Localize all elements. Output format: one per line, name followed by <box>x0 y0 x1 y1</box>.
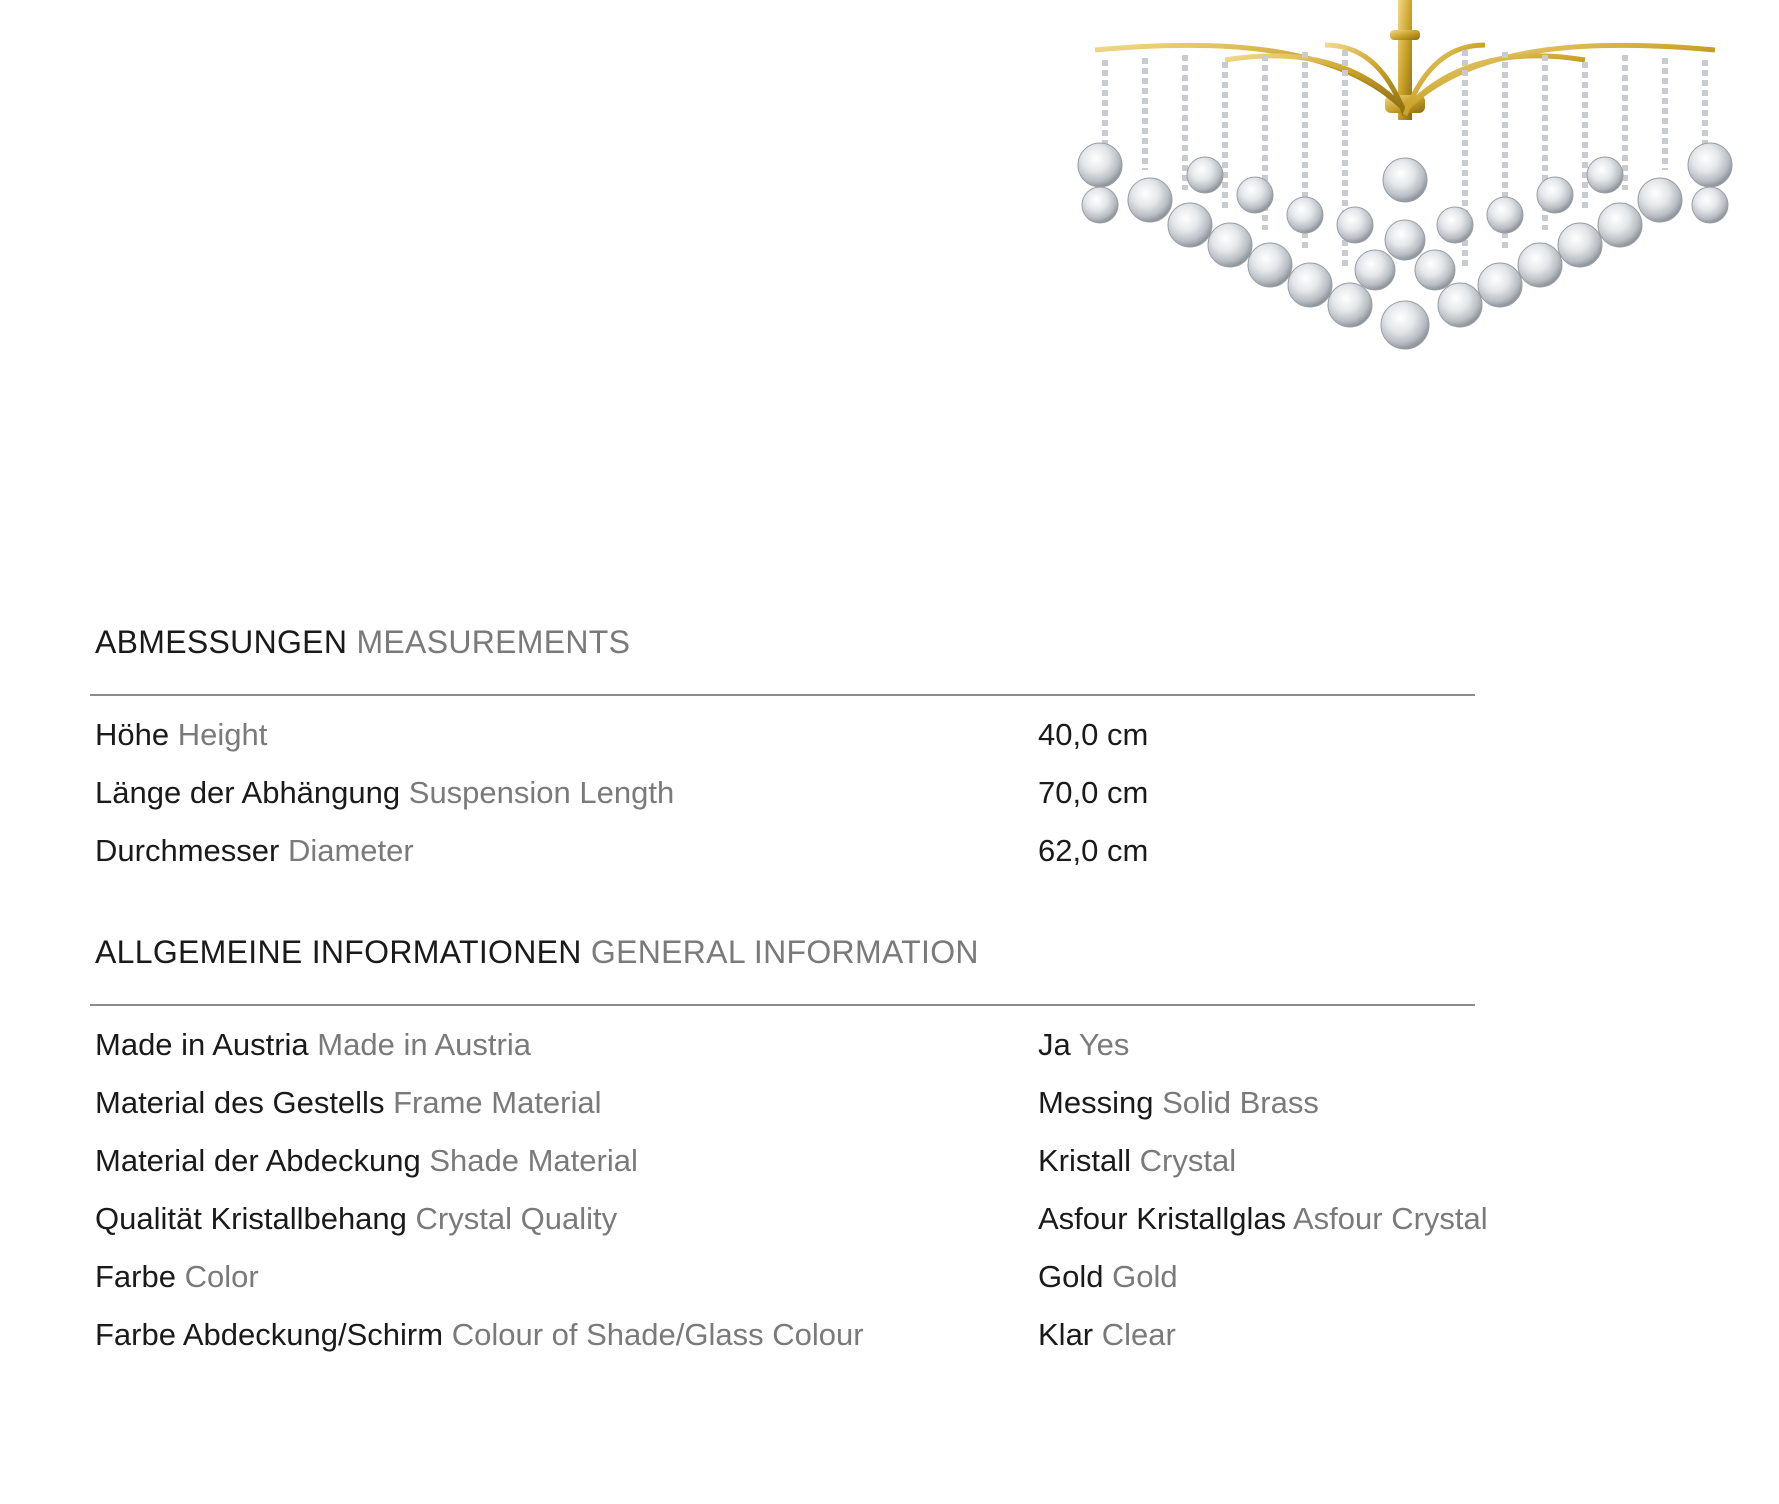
section-title <box>95 622 1475 662</box>
spec-value: Klar Clear <box>1038 1317 1176 1352</box>
section-title-de: ALLGEMEINE INFORMATIONEN <box>95 934 582 970</box>
section-title-en: GENERAL INFORMATION <box>590 934 979 970</box>
spec-row <box>90 822 1475 880</box>
spec-row <box>90 1074 1475 1132</box>
spec-label: Farbe Abdeckung/Schirm Colour of Shade/Glass Colour <box>95 1317 864 1352</box>
spec-label: Länge der Abhängung Suspension Length <box>95 775 675 810</box>
spec-row <box>90 1306 1475 1364</box>
spec-row <box>90 706 1475 764</box>
chandelier-image <box>1055 0 1755 380</box>
spec-label: Material der Abdeckung Shade Material <box>95 1143 638 1178</box>
spec-row <box>90 1016 1475 1074</box>
section-title-de: ABMESSUNGEN <box>95 624 348 660</box>
section-divider <box>90 1004 1475 1006</box>
spec-value: Ja Yes <box>1038 1027 1130 1062</box>
spec-value: 62,0 cm <box>1038 833 1149 868</box>
spec-label: Farbe Color <box>95 1259 259 1294</box>
spec-row <box>90 1132 1475 1190</box>
spec-value: Kristall Crystal <box>1038 1143 1237 1178</box>
spec-row <box>90 1190 1488 1248</box>
spec-value: Asfour Kristallglas Asfour Crystal <box>1038 1201 1488 1236</box>
spec-label: Made in Austria Made in Austria <box>95 1027 531 1062</box>
spec-row <box>90 764 1475 822</box>
general-information-section <box>90 932 1488 1364</box>
spec-label: Durchmesser Diameter <box>95 833 414 868</box>
measurements-section <box>90 622 1475 880</box>
section-title <box>95 932 1475 972</box>
spec-row <box>90 1248 1475 1306</box>
spec-value: 70,0 cm <box>1038 775 1149 810</box>
spec-label: Höhe Height <box>95 717 268 752</box>
spec-value: Gold Gold <box>1038 1259 1178 1294</box>
section-title-en: MEASUREMENTS <box>356 624 631 660</box>
spec-value: Messing Solid Brass <box>1038 1085 1319 1120</box>
spec-label: Qualität Kristallbehang Crystal Quality <box>95 1201 618 1236</box>
spec-label: Material des Gestells Frame Material <box>95 1085 602 1120</box>
spec-value: 40,0 cm <box>1038 717 1149 752</box>
section-divider <box>90 694 1475 696</box>
